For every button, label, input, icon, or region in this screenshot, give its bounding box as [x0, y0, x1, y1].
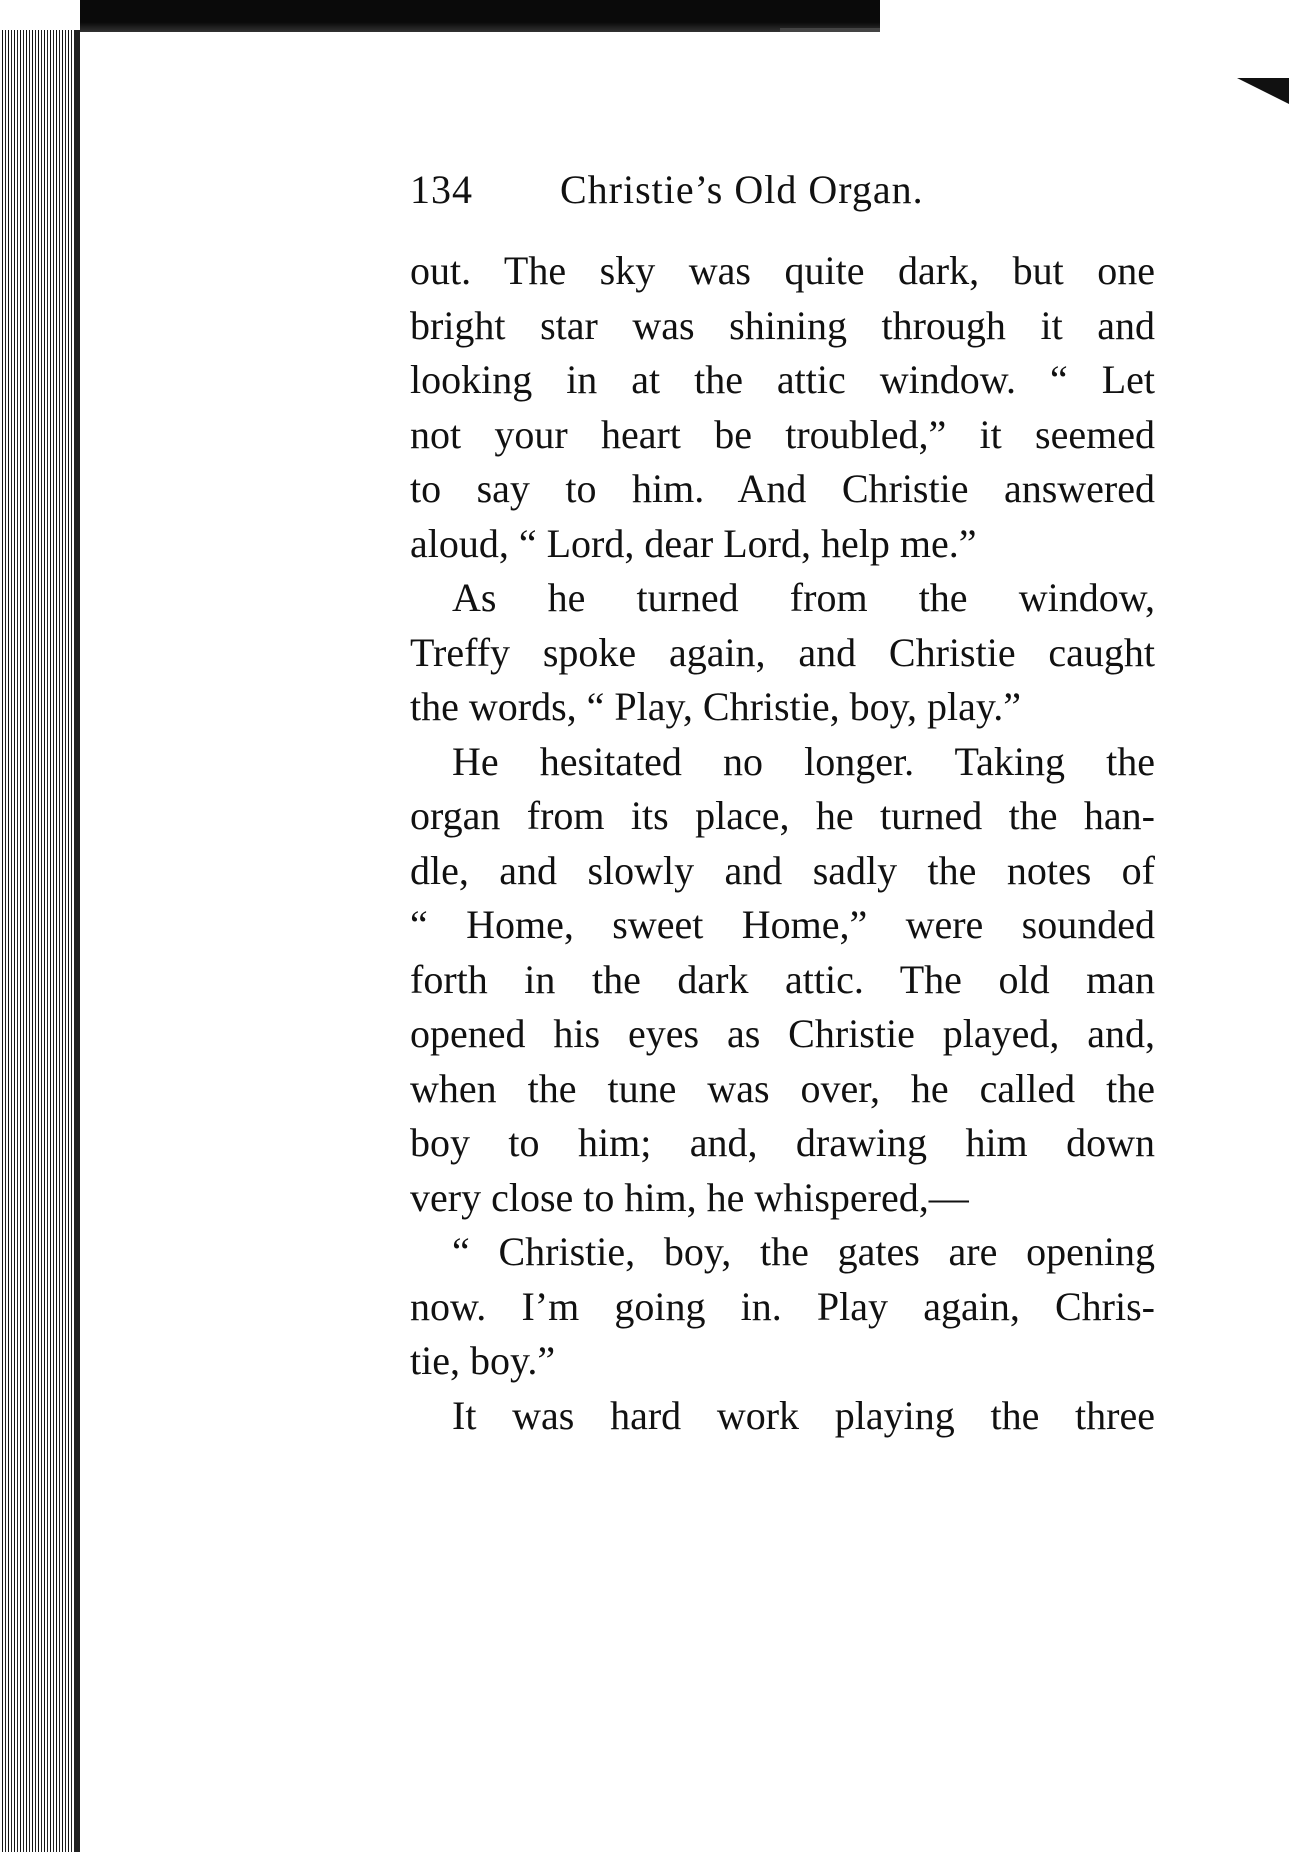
text-line: not your heart be troubled,” it seemed	[410, 411, 1155, 457]
page-number: 134	[410, 167, 473, 212]
scan-corner-mark	[1237, 78, 1289, 104]
text-line: Treffy spoke again, and Christie caught	[410, 629, 1155, 675]
text-line: now. I’m going in. Play again, Chris-	[410, 1283, 1155, 1329]
running-head	[410, 160, 1155, 220]
paragraph-4	[410, 1225, 1155, 1389]
text-line: when the tune was over, he called the	[410, 1065, 1155, 1111]
text-line: opened his eyes as Christie played, and,	[410, 1011, 1155, 1056]
scan-top-edge-tail	[780, 28, 880, 32]
text-line: bright star was shining through it and	[410, 302, 1155, 348]
text-line: It was hard work playing the three	[452, 1392, 1155, 1438]
text-line: out. The sky was quite dark, but one	[410, 248, 1155, 293]
text-line: dle, and slowly and sadly the notes of	[410, 847, 1155, 893]
text-line: forth in the dark attic. The old man	[410, 956, 1155, 1002]
text-line: As he turned from the window,	[452, 575, 1155, 620]
paragraph-2	[410, 571, 1155, 735]
scan-binding-gutter	[0, 30, 80, 1852]
scan-top-edge	[80, 0, 880, 32]
paragraph-3	[410, 735, 1155, 1226]
text-line: boy to him; and, drawing him down	[410, 1120, 1155, 1165]
text-line: “ Christie, boy, the gates are opening	[452, 1229, 1155, 1274]
text-line: very close to him, he whispered,—	[410, 1174, 969, 1220]
book-page	[410, 160, 1155, 1443]
text-line: to say to him. And Christie answered	[410, 466, 1155, 511]
text-line: tie, boy.”	[410, 1338, 556, 1383]
text-line: “ Home, sweet Home,” were sounded	[410, 902, 1155, 947]
paragraph-1	[410, 244, 1155, 571]
text-line: aloud, “ Lord, dear Lord, help me.”	[410, 520, 977, 566]
paragraph-5	[410, 1389, 1155, 1444]
text-line: looking in at the attic window. “ Let	[410, 357, 1155, 402]
running-title: Christie’s Old Organ.	[560, 167, 924, 212]
text-line: the words, “ Play, Christie, boy, play.”	[410, 684, 1021, 729]
text-line: He hesitated no longer. Taking the	[452, 738, 1155, 784]
text-line: organ from its place, he turned the han-	[410, 793, 1155, 838]
